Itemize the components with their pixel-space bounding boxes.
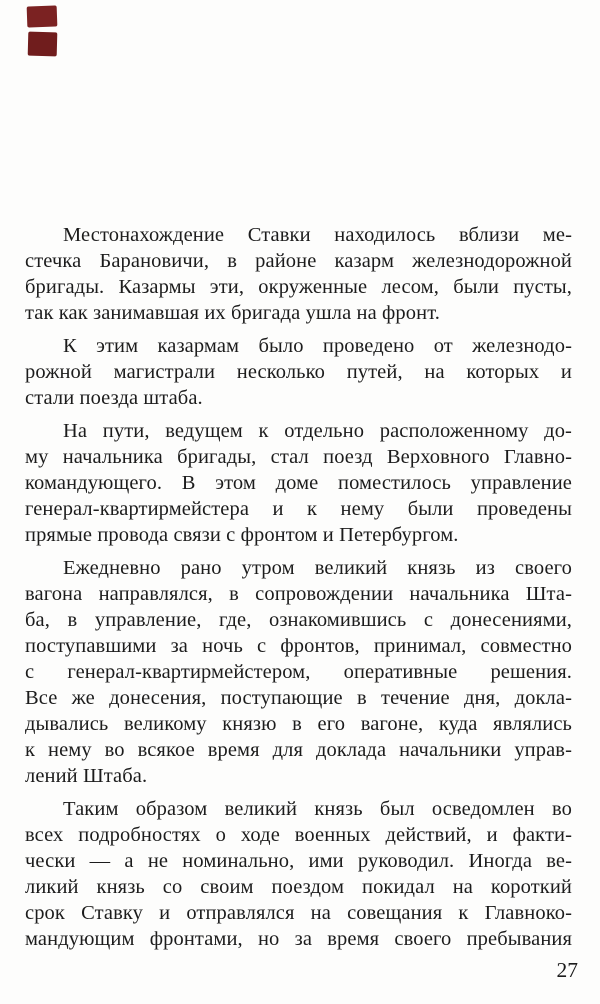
text-line: К этим казармам было проведено от железнодо-: [63, 335, 572, 357]
text-line: прямые провода связи с фронтом и Петербургом.: [25, 524, 459, 546]
text-line: всех подробностях о ходе военных действий, и факти-: [25, 824, 572, 846]
text-line: дывались великому князю в его вагоне, куда являлись: [25, 713, 572, 735]
text-line: срок Ставку и отправлялся на совещания к Главноко-: [25, 902, 572, 924]
text-block: [25, 222, 572, 959]
text-line: рожной магистрали несколько путей, на которых и: [25, 361, 572, 383]
red-ink-mark-top: [27, 5, 58, 27]
text-line: Таким образом великий князь был осведомлен во: [63, 798, 572, 820]
text-line: к нему во всякое время для доклада начальники управ-: [25, 739, 572, 761]
text-line: бригады. Казармы эти, окруженные лесом, были пусты,: [25, 276, 572, 298]
text-line: ба, в управление, где, ознакомившись с донесениями,: [25, 609, 572, 631]
paragraph: [25, 222, 572, 326]
text-line: чески — а не номинально, ими руководил. Иногда ве-: [25, 850, 572, 872]
paragraph: [25, 796, 572, 952]
text-line: мандующим фронтами, но за время своего пребывания: [25, 928, 572, 950]
paragraph: [25, 555, 572, 789]
text-line: вагона направлялся, в сопровождении начальника Шта-: [25, 583, 572, 605]
text-line: Ежедневно рано утром великий князь из своего: [63, 557, 572, 579]
text-line: Местонахождение Ставки находилось вблизи ме-: [63, 224, 572, 246]
text-line: ликий князь со своим поездом покидал на короткий: [25, 876, 572, 898]
text-line: стали поезда штаба.: [25, 387, 203, 409]
text-line: му начальника бригады, стал поезд Верховного Главно-: [25, 446, 572, 468]
paragraph: [25, 333, 572, 411]
text-line: генерал-квартирмейстера и к нему были проведены: [25, 498, 572, 520]
text-line: с генерал-квартирмейстером, оперативные решения.: [25, 661, 572, 683]
page-number: 27: [556, 958, 578, 982]
text-line: так как занимавшая их бригада ушла на фронт.: [25, 302, 440, 324]
text-line: лений Штаба.: [25, 765, 148, 787]
text-line: командующего. В этом доме поместилось управление: [25, 472, 572, 494]
text-line: На пути, ведущем к отдельно расположенному до-: [63, 420, 572, 442]
paragraph: [25, 418, 572, 548]
text-line: стечка Барановичи, в районе казарм железнодорожной: [25, 250, 572, 272]
red-ink-mark-bottom: [28, 32, 58, 57]
text-line: поступавшими за ночь с фронтов, принимал, совместно: [25, 635, 572, 657]
text-line: Все же донесения, поступающие в течение дня, докла-: [25, 687, 572, 709]
